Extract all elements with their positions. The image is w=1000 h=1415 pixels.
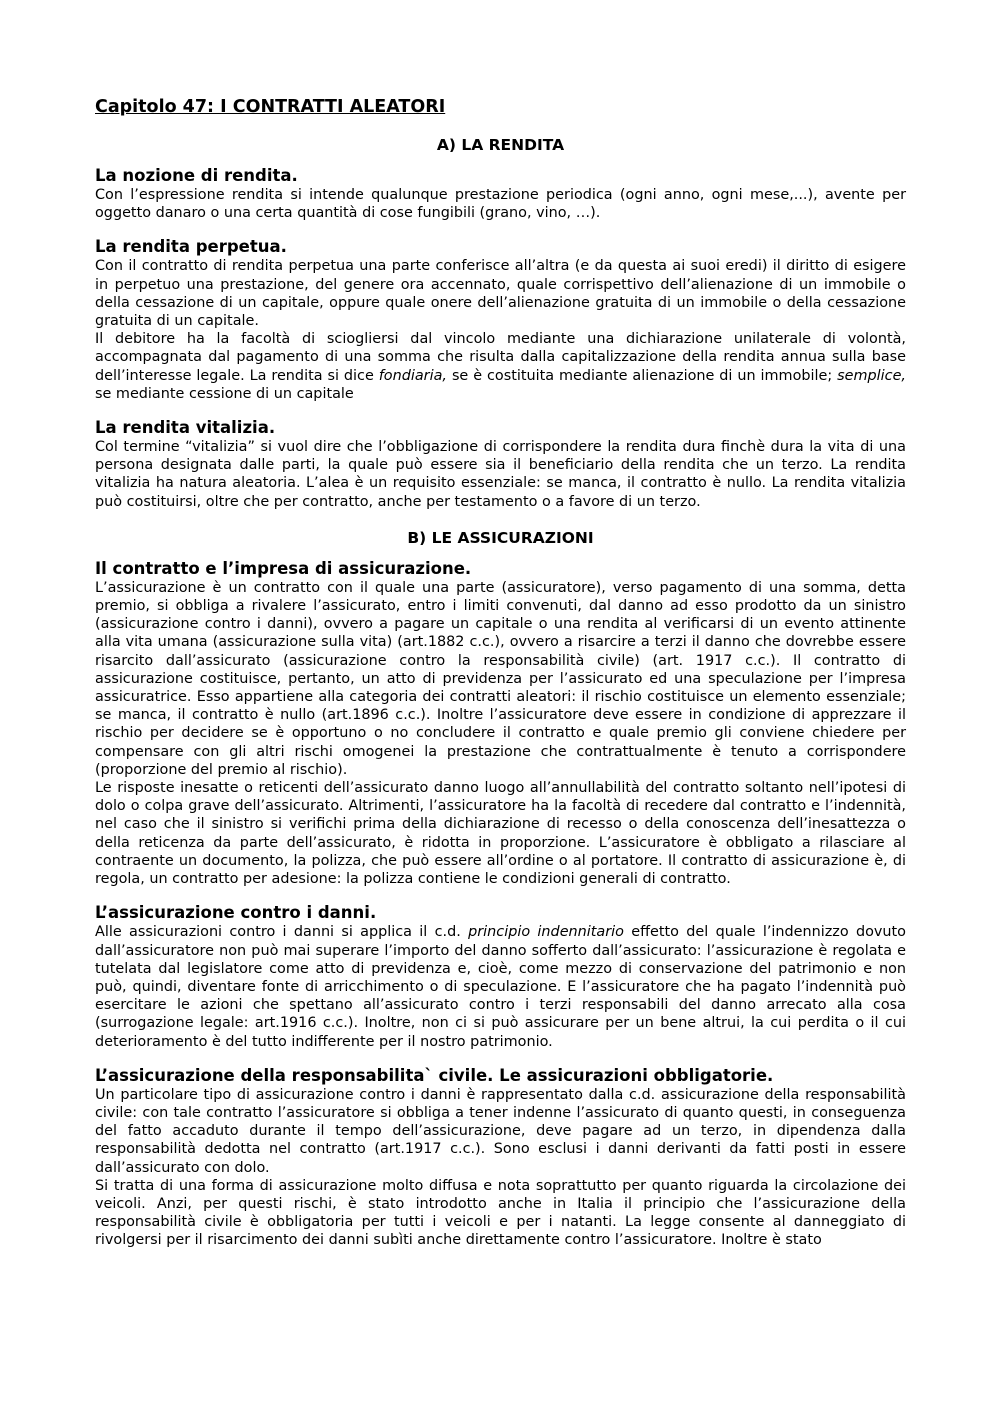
section-rendita-perpetua <box>95 237 906 403</box>
section-heading: La rendita vitalizia. <box>95 418 276 438</box>
section-heading: L’assicurazione contro i danni. <box>95 903 377 923</box>
paragraph: Con il contratto di rendita perpetua una parte conferisce all’altra (e da questa ai suoi eredi) il diritto di esigere in perpetuo una prestazione, del genere ora accennato, quale corrispettivo dell’alienazione di un immobile o della cessazione di un capitale, oppure quale onere dell’alienazione gratuita di un immobile o della cessazione gratuita di un capitale. <box>95 258 906 330</box>
document-page <box>95 96 906 1250</box>
section-assicurazione-danni <box>95 903 906 1050</box>
section-heading: Il contratto e l’impresa di assicurazione. <box>95 558 472 578</box>
italic-term: semplice, <box>837 367 906 384</box>
part-rendita <box>95 135 906 511</box>
paragraph: Alle assicurazioni contro i danni si applica il c.d. principio indennitario effetto del quale l’indennizzo dovuto dall’assicuratore non può mai superare l’importo del danno sofferto dall’assicurato: l’assicurazione è regolata e tutelata dal legislatore come atto di previdenza e, cioè, come mezzo di conservazione del patrimonio e non può, quindi, diventare fonte di arricchimento o di speculazione. E l’assicuratore che ha pagato l’indennità può esercitare le azioni che spettano all’assicurato contro i terzi responsabili del danno arrecato alla cosa (surrogazione legale: art.1916 c.c.). Inoltre, non ci si può assicurare per un bene altrui, la cui perdita o il cui deterioramento è del tutto indifferente per il nostro patrimonio. <box>95 924 906 1050</box>
section-contratto-impresa <box>95 559 906 888</box>
italic-term: fondiaria, <box>378 367 447 384</box>
paragraph: Un particolare tipo di assicurazione contro i danni è rappresentato dalla c.d. assicurazione della responsabilità civile: con tale contratto l’assicuratore si obbliga a tener indenne l’assicurato di quanto questi, in conseguenza del fatto accaduto durante il tempo dell’assicurazione, deve pagare ad un terzo, in dipendenza dalla responsabilità dedotta nel contratto (art.1917 c.c.). Sono esclusi i danni derivanti da fatti posti in essere dall’assicurato con dolo. <box>95 1086 906 1176</box>
section-responsabilita-civile <box>95 1066 906 1250</box>
paragraph: L’assicurazione è un contratto con il quale una parte (assicuratore), verso pagamento di una somma, detta premio, si obbliga a rivalere l’assicurato, entro i limiti convenuti, dal danno ad esso prodotto da un sinistro (assicurazione contro i danni), ovvero a pagare un capitale o una rendita al verificarsi di un evento attinente alla vita umana (assicurazione sulla vita) (art.1882 c.c.), ovvero a risarcire a terzi il danno che dovrebbe essere risarcito dall’assicurato (assicurazione contro la responsabilità civile) (art. 1917 c.c.). Il contratto di assicurazione costituisce, pertanto, un atto di previdenza per l’assicurato ed una speculazione per l’impresa assicuratrice. Esso appartiene alla categoria dei contratti aleatori: il rischio costituisce un elemento essenziale; se manca, il contratto è nullo (art.1896 c.c.). Inoltre l’assicuratore deve essere in condizione di apprezzare il rischio per decidere se è opportuno o no concludere il contratto e quale premio gli conviene chiedere per compensare con gli altri rischi omogenei la prestazione che contrattualmente è tenuto a corrispondere (proporzione del premio al rischio). <box>95 579 906 778</box>
section-heading: L’assicurazione della responsabilita` civile. Le assicurazioni obbligatorie. <box>95 1065 774 1085</box>
paragraph: Col termine “vitalizia” si vuol dire che l’obbligazione di corrispondere la rendita dura finchè dura la vita di una persona designata dalle parti, la quale può essere sia il beneficiario della rendita che un terzo. La rendita vitalizia ha natura aleatoria. L’alea è un requisito essenziale: se manca, il contratto è nullo. La rendita vitalizia può costituirsi, oltre che per contratto, anche per testamento o a favore di un terzo. <box>95 439 906 510</box>
paragraph: Con l’espressione rendita si intende qualunque prestazione periodica (ogni anno, ogni mese,...), avente per oggetto danaro o una certa quantità di cose fungibili (grano, vino, …). <box>95 187 906 222</box>
section-nozione-rendita <box>95 166 906 222</box>
section-heading: La nozione di rendita. <box>95 166 298 185</box>
part-assicurazioni <box>95 528 906 1250</box>
section-rendita-vitalizia <box>95 418 906 511</box>
paragraph: Il debitore ha la facoltà di sciogliersi dal vincolo mediante una dichiarazione unilaterale di volontà, accompagnata dal pagamento di una somma che risulta dalla capitalizzazione della rendita annua sulla base dell’interesse legale. La rendita si dice fondiaria, se è costituita mediante alienazione di un immobile; semplice, se mediante cessione di un capitale <box>95 331 906 402</box>
paragraph: Le risposte inesatte o reticenti dell’assicurato danno luogo all’annullabilità del contratto soltanto nell’ipotesi di dolo o colpa grave dell’assicurato. Altrimenti, l’assicuratore ha la facoltà di recedere dal contratto e l’indennità, nel caso che il sinistro si verifichi prima della dichiarazione di recesso o della conoscenza dell’inesattezza o della reticenza da parte dell’assicurato, è ridotta in proporzione. L’assicuratore è obbligato a rilasciare al contraente un documento, la polizza, che può essere all’ordine o al portatore. Il contratto di assicurazione è, di regola, un contratto per adesione: la polizza contiene le condizioni generali di contratto. <box>95 780 906 888</box>
chapter-title: Capitolo 47: I CONTRATTI ALEATORI <box>95 97 446 117</box>
part-title: A) LA RENDITA <box>436 136 565 154</box>
section-heading: La rendita perpetua. <box>95 237 287 257</box>
part-title: B) LE ASSICURAZIONI <box>407 528 594 547</box>
italic-term: principio indennitario <box>468 924 624 941</box>
paragraph: Si tratta di una forma di assicurazione molto diffusa e nota soprattutto per quanto riguarda la circolazione dei veicoli. Anzi, per questi rischi, è stato introdotto anche in Italia il principio che l’assicurazione della responsabilità civile è obbligatoria per tutti i veicoli e per i natanti. La legge consente al danneggiato di rivolgersi per il risarcimento dei danni subìti anche direttamente contro l’assicuratore. Inoltre è stato <box>95 1177 906 1249</box>
